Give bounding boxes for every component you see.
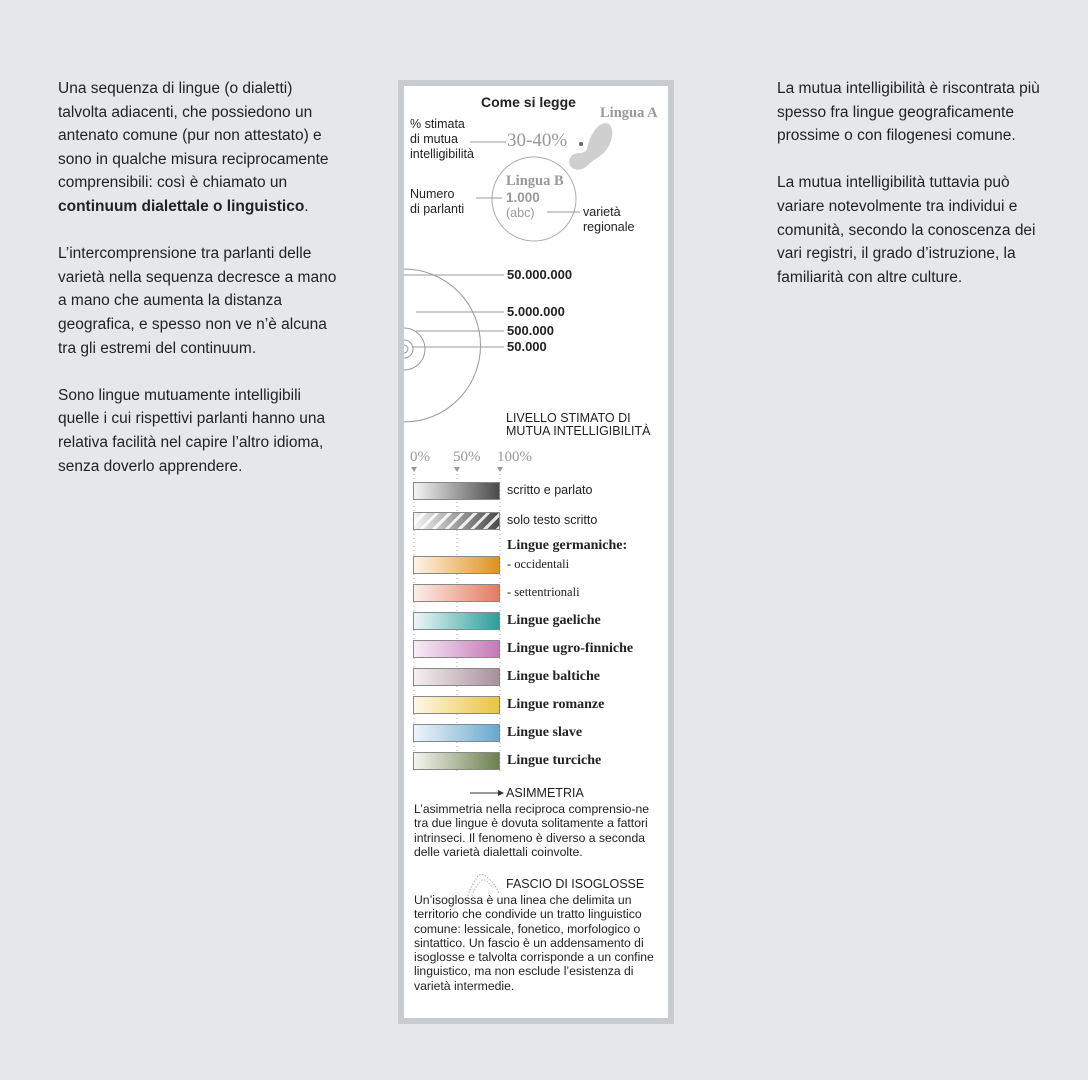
row-label-romance: Lingue romanze bbox=[507, 697, 605, 712]
size-circles bbox=[404, 269, 481, 422]
abc-label: (abc) bbox=[506, 206, 535, 220]
speakers-value: 1.000 bbox=[506, 190, 540, 205]
row-label-finno-ugric: Lingue ugro-finniche bbox=[507, 641, 634, 656]
asymmetry-text: L’asimmetria nella reciproca comprensio-ne tra due lingue è dovuta solitamente a fattori intrinseci. Il fenomeno è diverso a seconda delle varietà dialettali coinvolte. bbox=[414, 802, 650, 859]
left-paragraph-3: Sono lingue mutuamente intelligibili quelle i cui rispettivi parlanti hanno una relativa facilità nel capire l’altro idioma, senza doverlo apprendere. bbox=[58, 386, 326, 475]
pct-value: 30-40% bbox=[507, 130, 568, 151]
swatch-turkic bbox=[413, 752, 500, 770]
swatch-germanic-northern bbox=[413, 584, 500, 602]
lingua-b-label: Lingua B bbox=[506, 173, 564, 189]
legend-title: Come si legge bbox=[481, 94, 576, 110]
right-text-column bbox=[777, 77, 1052, 313]
legend-inner bbox=[404, 86, 668, 1018]
level-title-1: LIVELLO STIMATO DI bbox=[506, 411, 631, 425]
speakers-label-2: di parlanti bbox=[410, 202, 465, 216]
swatch-written-only bbox=[413, 512, 500, 530]
variety-label-1: varietà bbox=[583, 205, 621, 219]
right-paragraph-2: La mutua intelligibilità tuttavia può variare notevolmente tra individui e comunità, secondo la conoscenza dei vari registri, il grado d’istruzione, la familiarità con altre culture. bbox=[777, 174, 1036, 286]
size-label-50m: 50.000.000 bbox=[507, 267, 573, 282]
left-paragraph-2: L’intercomprensione tra parlanti delle varietà nella sequenza decresce a mano a mano che aumenta la distanza geografica, e spesso non ve n’è alcuna tra gli estremi del continuum. bbox=[58, 245, 337, 357]
germanic-heading: Lingue germaniche: bbox=[507, 538, 628, 553]
size-label-5m: 5.000.000 bbox=[507, 304, 565, 319]
swatch-baltic bbox=[413, 668, 500, 686]
swatch-romance bbox=[413, 696, 500, 714]
pct-label-1: % stimata bbox=[410, 117, 465, 131]
legend-panel bbox=[398, 80, 674, 1024]
right-paragraph-1: La mutua intelligibilità è riscontrata più spesso fra lingue geograficamente prossime o con filogenesi comune. bbox=[777, 80, 1040, 145]
row-label-germanic-western: - occidentali bbox=[507, 557, 570, 571]
asymmetry-title: ASIMMETRIA bbox=[506, 786, 584, 800]
pct-label-2: di mutua bbox=[410, 132, 458, 146]
swatch-finno-ugric bbox=[413, 640, 500, 658]
left-text-column bbox=[58, 77, 338, 502]
lingua-a-blob-icon bbox=[569, 123, 612, 170]
swatch-written-spoken bbox=[413, 482, 500, 500]
row-label-written-only: solo testo scritto bbox=[507, 513, 598, 527]
swatch-slavic bbox=[413, 724, 500, 742]
scale-label-0: 0% bbox=[410, 449, 430, 465]
swatch-gaelic bbox=[413, 612, 500, 630]
row-label-germanic-northern: - settentrionali bbox=[507, 585, 580, 599]
left-paragraph-1: Una sequenza di lingue (o dialetti) talvolta adiacenti, che possiedono un antenato comune (pur non attestato) e sono in qualche misura reciprocamente comprensibili: così è chiamato un continuum dialettale o linguistico. bbox=[58, 80, 329, 215]
row-label-slavic: Lingue slave bbox=[507, 725, 583, 740]
scale-label-100: 100% bbox=[497, 449, 532, 465]
level-title-2: MUTUA INTELLIGIBILITÀ bbox=[506, 424, 651, 438]
row-label-baltic: Lingue baltiche bbox=[507, 669, 600, 684]
lingua-a-label: Lingua A bbox=[600, 105, 658, 121]
swatch-germanic-western bbox=[413, 556, 500, 574]
speakers-label-1: Numero bbox=[410, 187, 455, 201]
isogloss-text: Un’isoglossa è una linea che delimita un territorio che condivide un tratto linguistico comune: lessicale, fonetico, morfologico o sintattico. Un fascio è un addensamento di isoglosse e talvolta corrisponde a un confine linguistico, ma non esclude l’esistenza di varietà intermedie. bbox=[414, 893, 654, 993]
row-label-turkic: Lingue turciche bbox=[507, 753, 602, 768]
continuum-term: continuum dialettale o linguistico bbox=[58, 197, 305, 215]
size-label-50k: 50.000 bbox=[507, 339, 547, 354]
row-label-gaelic: Lingue gaeliche bbox=[507, 613, 601, 628]
pct-label-3: intelligibilità bbox=[410, 147, 474, 161]
row-label-written-spoken: scritto e parlato bbox=[507, 483, 593, 497]
size-label-500k: 500.000 bbox=[507, 323, 554, 338]
isogloss-title: FASCIO DI ISOGLOSSE bbox=[506, 877, 645, 891]
scale-label-50: 50% bbox=[453, 449, 481, 465]
variety-label-2: regionale bbox=[583, 220, 635, 234]
